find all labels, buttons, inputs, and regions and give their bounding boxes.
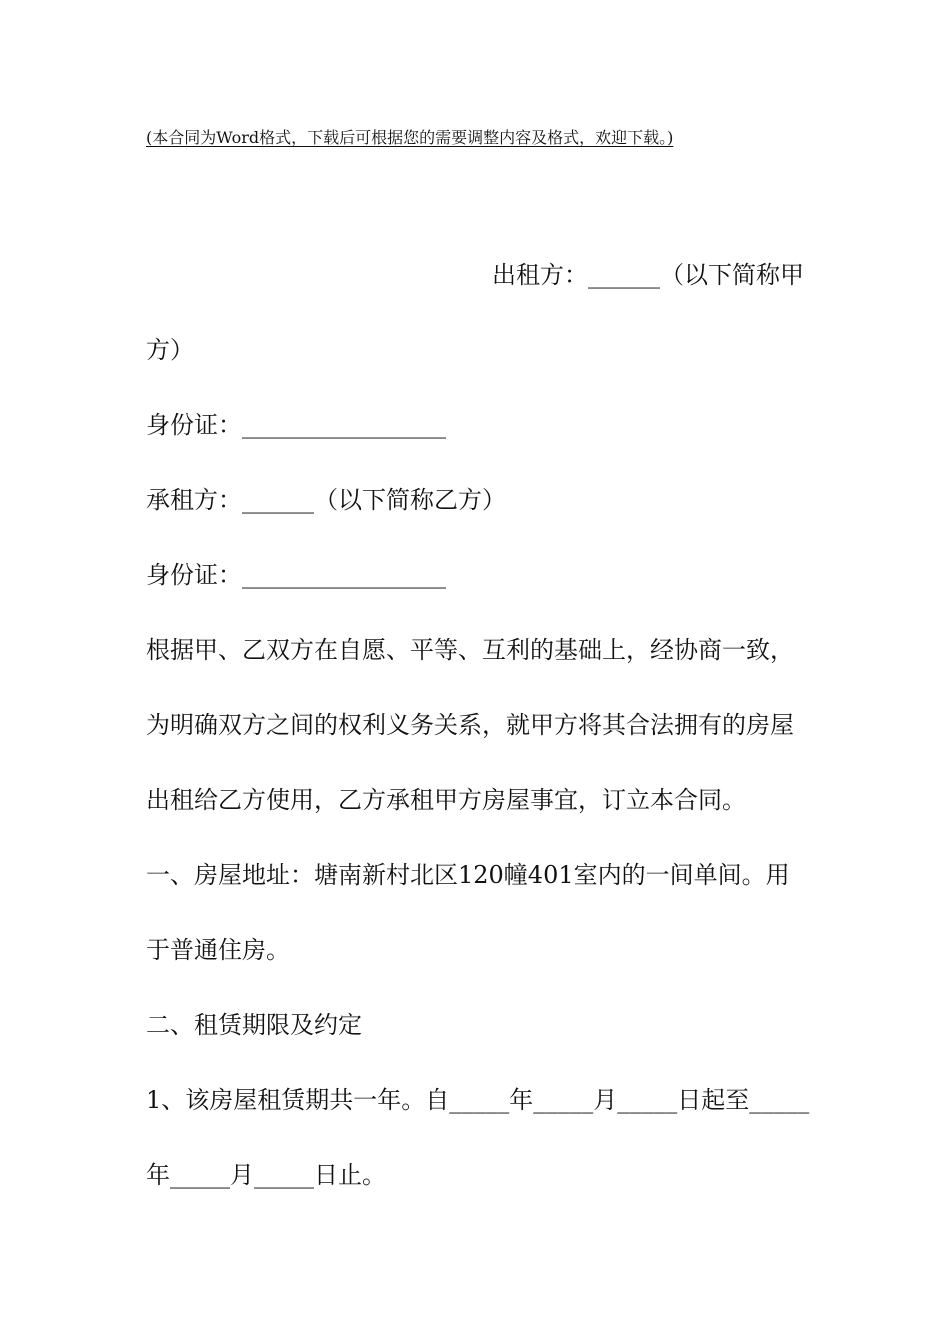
preamble-line-3: 出租给乙方使用，乙方承租甲方房屋事宜，订立本合同。 bbox=[146, 786, 746, 814]
section-2-heading: 二、租赁期限及约定 bbox=[146, 1011, 362, 1039]
preamble-line-1: 根据甲、乙双方在自愿、平等、互利的基础上，经协商一致， bbox=[146, 636, 794, 664]
lease-term-line-1: 1、该房屋租赁期共一年。自_____年_____月_____日起至_____ bbox=[146, 1086, 810, 1114]
lessor-id-line: 身份证：_________________ bbox=[146, 411, 446, 439]
lessee-line: 承租方：______（以下简称乙方） bbox=[146, 486, 506, 514]
lessor-line-continued: 方） bbox=[146, 336, 194, 364]
section-1-usage: 于普通住房。 bbox=[146, 936, 290, 964]
preamble-line-2: 为明确双方之间的权利义务关系，就甲方将其合法拥有的房屋 bbox=[146, 711, 794, 739]
format-notice: (本合同为Word格式，下载后可根据您的需要调整内容及格式，欢迎下载。) bbox=[146, 128, 674, 147]
lessor-line: 出租方：______（以下简称甲 bbox=[492, 261, 804, 289]
section-1-address: 一、房屋地址：塘南新村北区120幢401室内的一间单间。用 bbox=[146, 861, 790, 889]
lessee-id-line: 身份证：_________________ bbox=[146, 561, 446, 589]
lease-term-line-2: 年_____月_____日止。 bbox=[146, 1161, 386, 1189]
